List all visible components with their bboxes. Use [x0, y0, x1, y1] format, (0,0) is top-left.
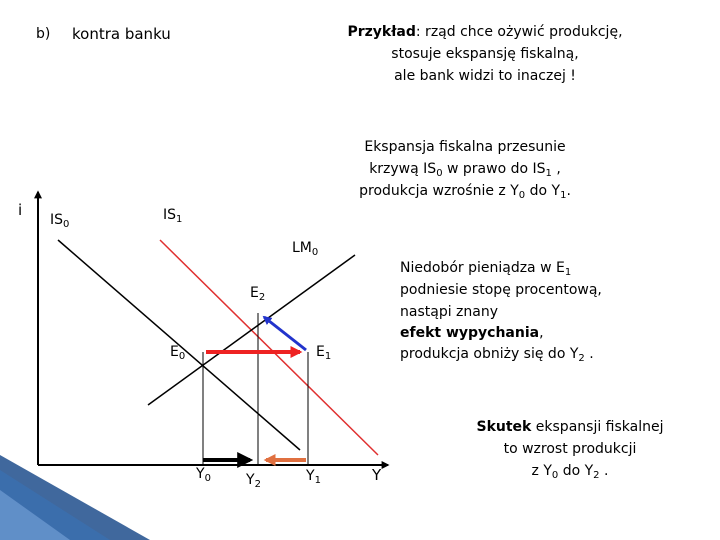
note2-line-1: Niedobór pieniądza w $E_1$ — [400, 260, 572, 278]
e2-label: $E_2$ — [250, 285, 266, 303]
note3-line-3: z $Y_0$ do $Y_2$ . — [531, 463, 609, 481]
slide-corner-decoration — [0, 455, 150, 540]
is1-label: $IS_1$ — [163, 207, 183, 225]
y-axis-label: i — [18, 201, 23, 219]
example-line-2: stosuje ekspansję fiskalną, — [391, 46, 579, 62]
note2-line-2: podniesie stopę procentową, — [400, 282, 602, 298]
note2-line-3: nastąpi znany — [400, 304, 498, 320]
note1-line-2: krzywą $IS_0$ w prawo do $IS_1$ , — [369, 161, 561, 179]
example-line-3: ale bank widzi to inaczej ! — [394, 68, 576, 84]
note1-line-1: Ekspansja fiskalna przesunie — [364, 139, 566, 155]
note3-line-2: to wzrost produkcji — [503, 441, 637, 457]
note2-line-5: produkcja obniży się do $Y_2$ . — [400, 346, 594, 364]
crowding-out-arrow — [264, 317, 306, 350]
y1-tick-label: $Y_1$ — [306, 468, 321, 486]
panel-title: kontra banku — [72, 25, 171, 43]
e0-label: $E_0$ — [170, 344, 186, 362]
y0-tick-label: $Y_0$ — [196, 466, 211, 484]
lm0-label: $LM_0$ — [292, 240, 319, 258]
example-line-1: Przykład: rząd chce ożywić produkcję, — [347, 24, 623, 40]
note2-line-4: efekt wypychania, — [400, 325, 544, 341]
lm0-curve — [148, 255, 355, 405]
y2-tick-label: $Y_2$ — [246, 472, 261, 490]
is0-label: $IS_0$ — [50, 212, 70, 230]
panel-letter: b) — [36, 26, 51, 42]
e1-label: $E_1$ — [316, 344, 332, 362]
note3-line-1: Skutek ekspansji fiskalnej — [476, 419, 664, 435]
x-axis-label: Y — [372, 466, 382, 484]
note1-line-3: produkcja wzrośnie z $Y_0$ do $Y_1$. — [359, 183, 571, 201]
